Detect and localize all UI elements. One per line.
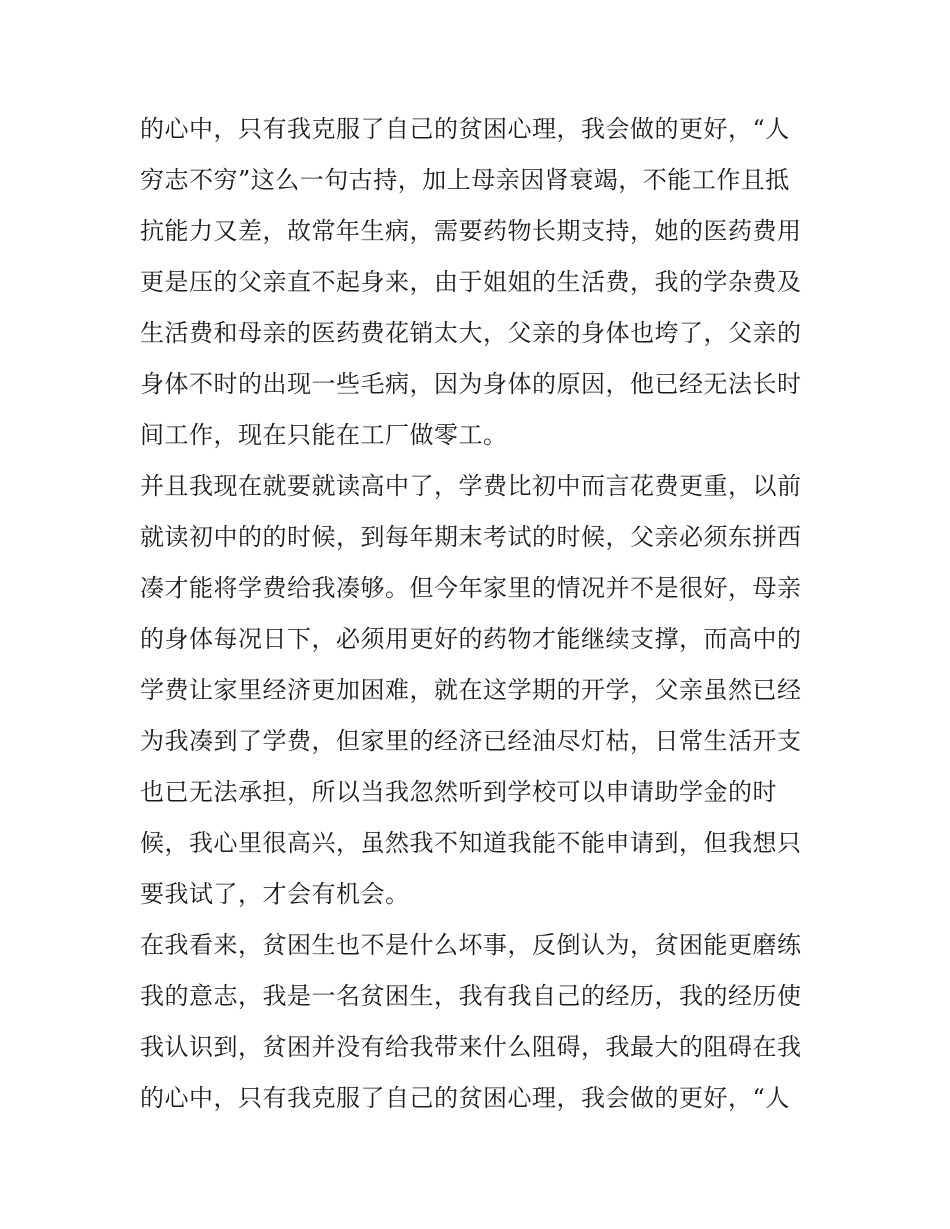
text-line: 的身体每况日下，必须用更好的药物才能继续支撑，而高中的 <box>140 625 802 653</box>
text-line: 我认识到，贫困并没有给我带来什么阻碍，我最大的阻碍在我 <box>140 1033 802 1061</box>
text-line: 生活费和母亲的医药费花销太大，父亲的身体也垮了，父亲的 <box>140 319 802 347</box>
text-line: 就读初中的的时候，到每年期末考试的时候，父亲必须东拼西 <box>140 523 802 551</box>
text-line: 凑才能将学费给我凑够。但今年家里的情况并不是很好，母亲 <box>140 574 802 602</box>
text-line: 的心中，只有我克服了自己的贫困心理，我会做的更好，“人 <box>140 1084 790 1112</box>
text-line: 在我看来，贫困生也不是什么坏事，反倒认为，贫困能更磨练 <box>140 931 802 959</box>
text-line: 更是压的父亲直不起身来，由于姐姐的生活费，我的学杂费及 <box>140 268 802 296</box>
text-line: 身体不时的出现一些毛病，因为身体的原因，他已经无法长时 <box>140 370 802 398</box>
text-line: 也已无法承担，所以当我忽然听到学校可以申请助学金的时 <box>140 778 777 806</box>
body-text <box>140 104 820 1124</box>
text-line: 间工作，现在只能在工厂做零工。 <box>140 421 508 449</box>
text-line: 穷志不穷”这么一句古持，加上母亲因肾衰竭，不能工作且抵 <box>140 166 790 194</box>
text-line: 要我试了，才会有机会。 <box>140 880 410 908</box>
text-line: 的心中，只有我克服了自己的贫困心理，我会做的更好，“人 <box>140 115 790 143</box>
text-line: 候，我心里很高兴，虽然我不知道我能不能申请到，但我想只 <box>140 829 802 857</box>
text-line: 为我凑到了学费，但家里的经济已经油尽灯枯，日常生活开支 <box>140 727 802 755</box>
text-line: 并且我现在就要就读高中了，学费比初中而言花费更重，以前 <box>140 472 802 500</box>
text-line: 我的意志，我是一名贫困生，我有我自己的经历，我的经历使 <box>140 982 802 1010</box>
text-line: 抗能力又差，故常年生病，需要药物长期支持，她的医药费用 <box>140 217 802 245</box>
text-line: 学费让家里经济更加困难，就在这学期的开学，父亲虽然已经 <box>140 676 802 704</box>
